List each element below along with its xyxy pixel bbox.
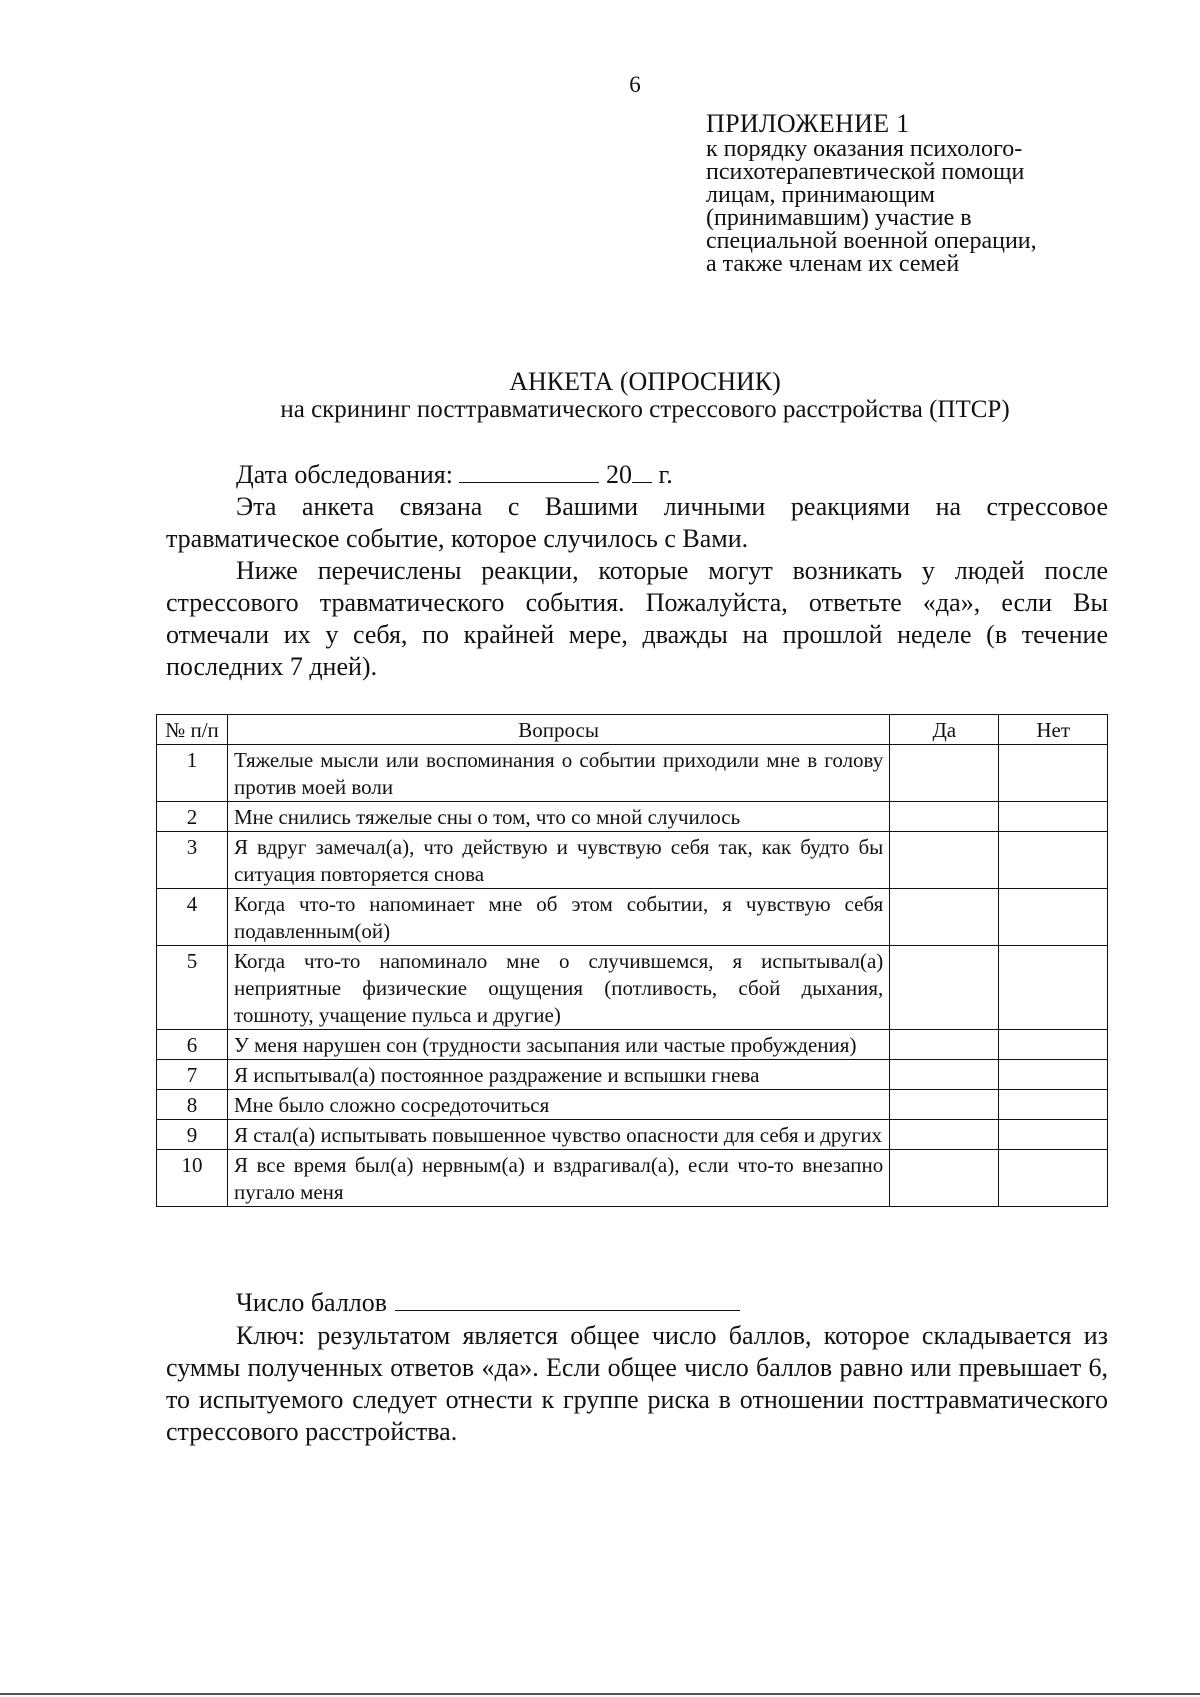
row-number: 9 (157, 1120, 228, 1150)
answer-yes-cell[interactable] (890, 1150, 999, 1207)
table-row (157, 946, 1108, 1030)
table-row (157, 832, 1108, 889)
intro-paragraph: Ниже перечислены реакции, которые могут возникать у людей после стрессового травматического события. Пожалуйста, ответьте «да», если Вы отмечали их у себя, по крайней мере, дважды на прошлой неделе (в течение последних 7 дней). (166, 556, 1108, 681)
header-yes: Да (890, 715, 999, 745)
row-number: 4 (157, 889, 228, 946)
score-blank[interactable] (395, 1286, 740, 1311)
document-subtitle: на скрининг посттравматического стрессового расстройства (ПТСР) (280, 396, 1010, 423)
row-number: 3 (157, 832, 228, 889)
appendix-line: а также членам их семей (706, 251, 960, 277)
answer-no-cell[interactable] (999, 1120, 1108, 1150)
survey-table (156, 714, 1108, 1207)
row-number: 8 (157, 1090, 228, 1120)
date-label: Дата обследования: (236, 460, 453, 489)
table-row (157, 802, 1108, 832)
row-question: Мне было сложно сосредоточиться (227, 1090, 889, 1120)
answer-no-cell[interactable] (999, 946, 1108, 1030)
intro-section (166, 458, 1108, 683)
answer-no-cell[interactable] (999, 802, 1108, 832)
answer-yes-cell[interactable] (890, 889, 999, 946)
header-question: Вопросы (227, 715, 889, 745)
answer-no-cell[interactable] (999, 832, 1108, 889)
table-header-row (157, 715, 1108, 745)
answer-yes-cell[interactable] (890, 1060, 999, 1090)
answer-no-cell[interactable] (999, 745, 1108, 802)
row-question: У меня нарушен сон (трудности засыпания или частые пробуждения) (227, 1030, 889, 1060)
answer-no-cell[interactable] (999, 1060, 1108, 1090)
row-number: 7 (157, 1060, 228, 1090)
answer-no-cell[interactable] (999, 1030, 1108, 1060)
document-title: АНКЕТА (ОПРОСНИК) (509, 367, 781, 396)
row-number: 6 (157, 1030, 228, 1060)
answer-yes-cell[interactable] (890, 1090, 999, 1120)
row-question: Я стал(а) испытывать повышенное чувство опасности для себя и других (227, 1120, 889, 1150)
answer-yes-cell[interactable] (890, 832, 999, 889)
appendix-line: специальной военной операции, (706, 228, 1037, 254)
answer-no-cell[interactable] (999, 1090, 1108, 1120)
date-blank[interactable] (459, 458, 599, 483)
answer-no-cell[interactable] (999, 889, 1108, 946)
intro-paragraph: Эта анкета связана с Вашими личными реакциями на стрессовое травматическое событие, которое случилось с Вами. (166, 492, 1108, 553)
year-blank[interactable] (632, 458, 652, 483)
row-question: Когда что-то напоминало мне о случившемся, я испытывал(а) неприятные физические ощущения (потливость, сбой дыхания, тошноту, учащение пульса и другие) (227, 946, 889, 1030)
answer-no-cell[interactable] (999, 1150, 1108, 1207)
answer-yes-cell[interactable] (890, 1030, 999, 1060)
header-no: Нет (999, 715, 1108, 745)
table-row (157, 889, 1108, 946)
row-question: Я вдруг замечал(а), что действую и чувствую себя так, как будто бы ситуация повторяется снова (227, 832, 889, 889)
table-row (157, 1150, 1108, 1207)
page-edge-line (0, 1693, 1200, 1695)
row-question: Я все время был(а) нервным(а) и вздрагивал(а), если что-то внезапно пугало меня (227, 1150, 889, 1207)
answer-yes-cell[interactable] (890, 802, 999, 832)
scoring-key: Ключ: результатом является общее число баллов, которое складывается из суммы полученных ответов «да». Если общее число баллов равно или превышает 6, то испытуемого следует отнести к группе риска в отношении посттравматического стрессового расстройства. (166, 1321, 1108, 1446)
row-question: Я испытывал(а) постоянное раздражение и вспышки гнева (227, 1060, 889, 1090)
row-number: 10 (157, 1150, 228, 1207)
answer-yes-cell[interactable] (890, 745, 999, 802)
table-row (157, 1030, 1108, 1060)
page-number: 6 (629, 72, 641, 97)
score-label: Число баллов (236, 1288, 388, 1317)
header-num: № п/п (157, 715, 228, 745)
row-question: Когда что-то напоминает мне об этом событии, я чувствую себя подавленным(ой) (227, 889, 889, 946)
table-row (157, 1060, 1108, 1090)
row-number: 2 (157, 802, 228, 832)
score-line (236, 1286, 740, 1319)
table-row (157, 1090, 1108, 1120)
row-question: Тяжелые мысли или воспоминания о событии приходили мне в голову против моей воли (227, 745, 889, 802)
appendix-line: психотерапевтической помощи (706, 159, 1025, 185)
row-question: Мне снились тяжелые сны о том, что со мной случилось (227, 802, 889, 832)
answer-yes-cell[interactable] (890, 1120, 999, 1150)
row-number: 1 (157, 745, 228, 802)
date-line (166, 458, 1108, 491)
appendix-title: ПРИЛОЖЕНИЕ 1 (706, 109, 910, 138)
appendix-line: к порядку оказания психолого- (706, 136, 1023, 162)
table-row (157, 1120, 1108, 1150)
year-suffix: г. (658, 460, 673, 489)
table-row (157, 745, 1108, 802)
appendix-line: (принимавшим) участие в (706, 205, 972, 231)
row-number: 5 (157, 946, 228, 1030)
appendix-header (706, 110, 1126, 276)
year-prefix: 20 (605, 460, 632, 489)
appendix-line: лицам, принимающим (706, 182, 935, 208)
answer-yes-cell[interactable] (890, 946, 999, 1030)
